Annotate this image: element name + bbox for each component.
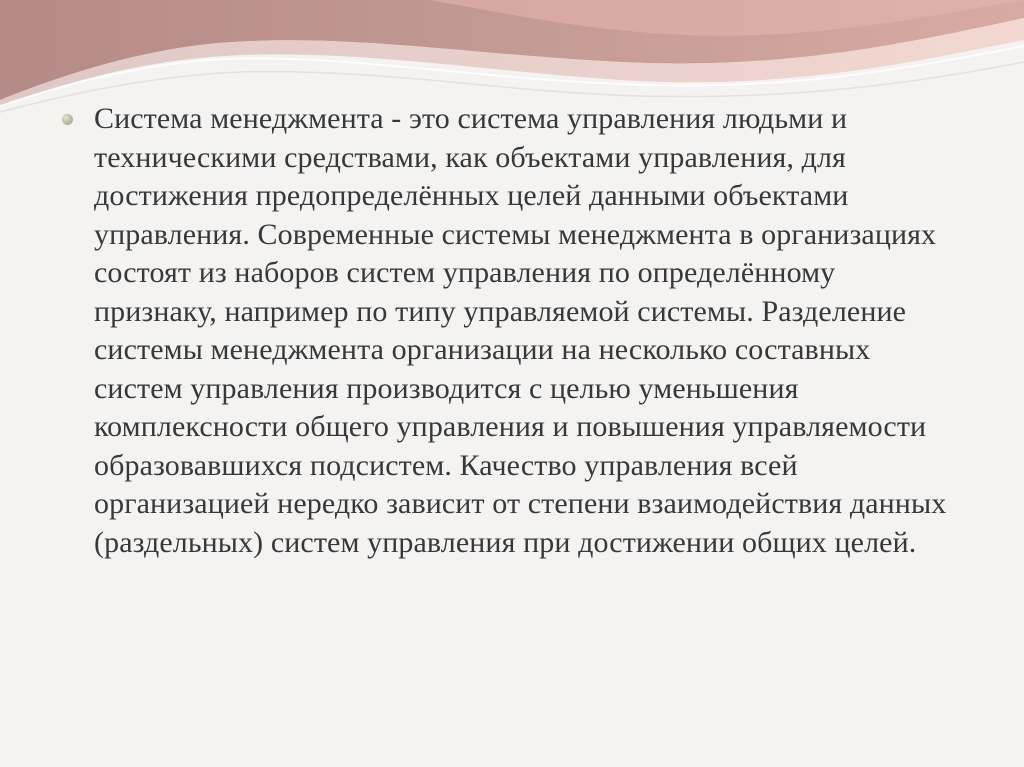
bullet-dot-icon	[62, 114, 73, 125]
bullet-item	[62, 100, 962, 562]
bullet-text: Система менеджмента - это система управления людьми и техническими средствами, как объектами управления, для достижения предопределённых целей данными объектами управления. Современные системы менеджмента в организациях состоят из наборов систем управления по определённому признаку, например по типу управляемой системы. Разделение системы менеджмента организации на несколько составных систем управления производится с целью уменьшения комплексности общего управления и повышения управляемости образовавшихся подсистем. Качество управления всей организацией нередко зависит от степени взаимодействия данных (раздельных) систем управления при достижении общих целей.	[94, 102, 947, 559]
slide-content	[62, 100, 962, 562]
